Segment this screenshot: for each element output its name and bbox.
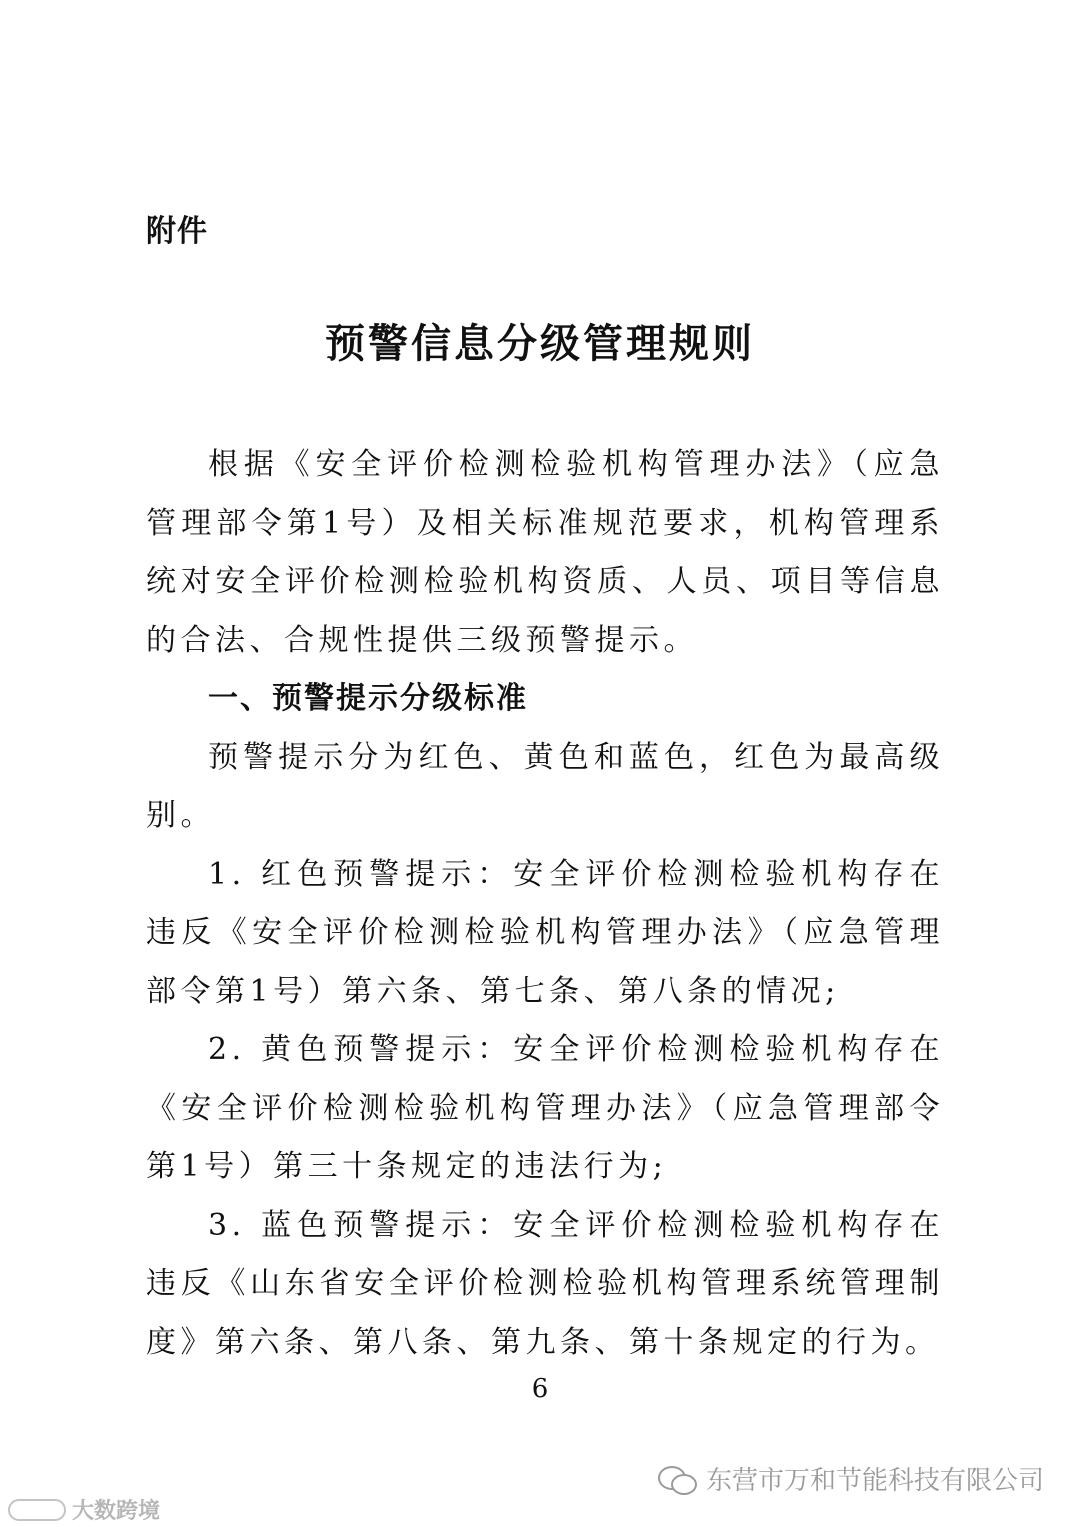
attachment-label: 附件 xyxy=(146,214,208,249)
site-watermark xyxy=(8,1494,160,1525)
wechat-icon xyxy=(658,1464,698,1494)
blue-warning-item: 3. 蓝色预警提示：安全评价检测检验机构存在违反《山东省安全评价检测检验机构管理系统管理制度》第六条、第八条、第九条、第十条规定的行为。 xyxy=(146,1207,944,1360)
page-number: 6 xyxy=(531,1374,549,1404)
section-intro: 预警提示分为红色、黄色和蓝色，红色为最高级别。 xyxy=(146,739,944,833)
intro-paragraph: 根据《安全评价检测检验机构管理办法》（应急管理部令第1号）及相关标准规范要求，机构管理系统对安全评价检测检验机构资质、人员、项目等信息的合法、合规性提供三级预警提示。 xyxy=(146,447,944,658)
document-title: 预警信息分级管理规则 xyxy=(325,320,755,367)
yellow-warning-item: 2. 黄色预警提示：安全评价检测检验机构存在《安全评价检测检验机构管理办法》（应急管理部令第1号）第三十条规定的违法行为; xyxy=(146,1032,944,1184)
section-heading: 一、预警提示分级标准 xyxy=(208,681,528,716)
wechat-watermark xyxy=(658,1460,1044,1497)
document-body xyxy=(146,436,944,1372)
site-logo-icon xyxy=(8,1499,66,1521)
red-warning-item: 1. 红色预警提示：安全评价检测检验机构存在违反《安全评价检测检验机构管理办法》（应急管理部令第1号）第六条、第七条、第八条的情况; xyxy=(146,856,944,1009)
wechat-account-name: 东营市万和节能科技有限公司 xyxy=(705,1466,1044,1496)
site-name: 大数跨境 xyxy=(72,1499,161,1524)
